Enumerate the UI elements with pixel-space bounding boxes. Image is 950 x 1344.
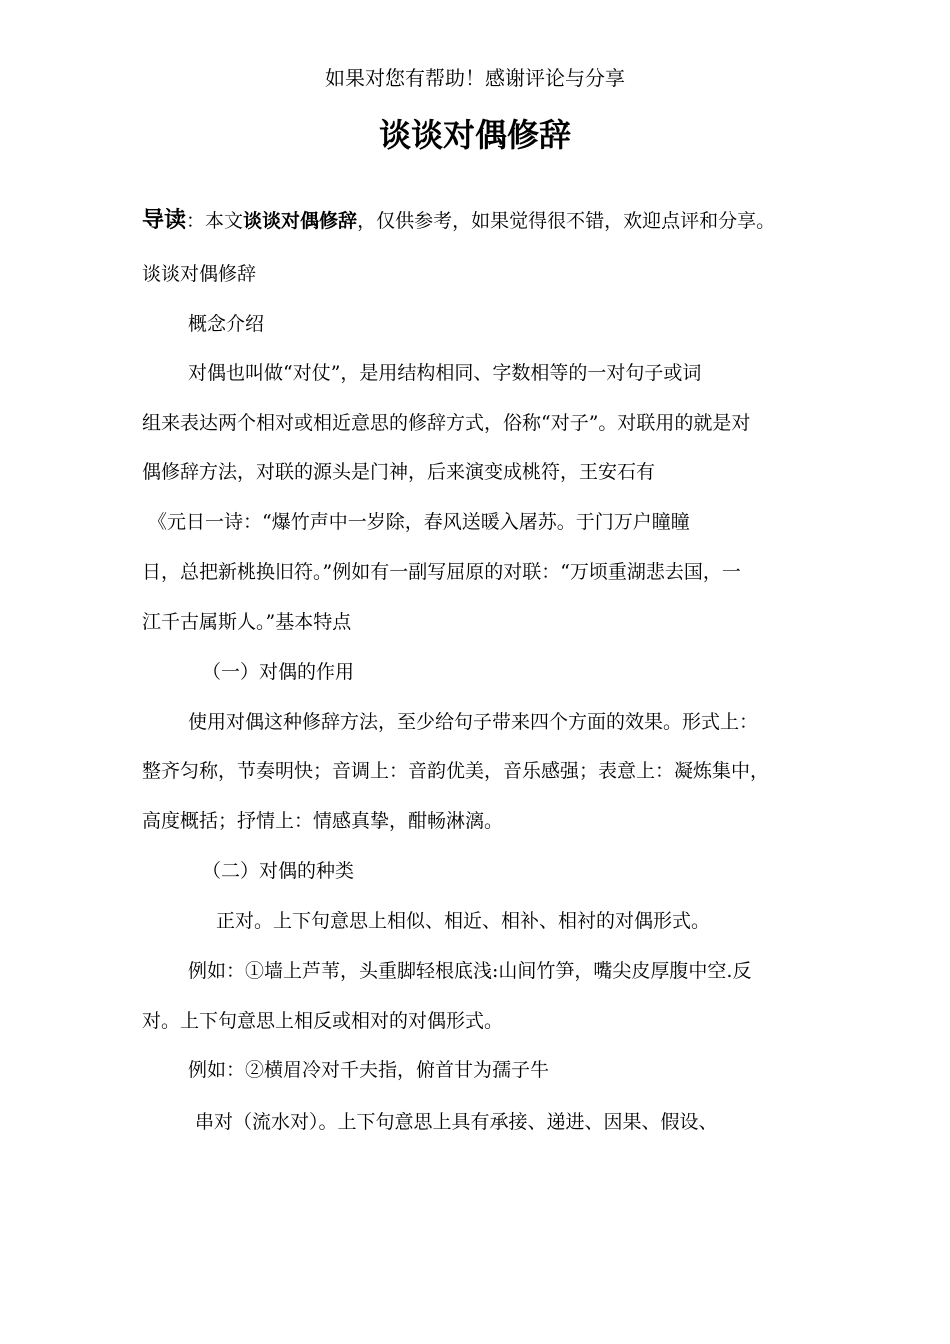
body-line-6: 日，总把新桃换旧符。”例如有一副写屈原的对联：“万顷重湖悲去国，一	[142, 561, 741, 583]
intro-pre: 本文	[205, 210, 244, 232]
body-line-9: 使用对偶这种修辞方法，至少给句子带来四个方面的效果。形式上：	[188, 711, 759, 733]
body-line-13: 正对。上下句意思上相似、相近、相补、相衬的对偶形式。	[216, 910, 711, 932]
header-note: 如果对您有帮助！感谢评论与分享	[325, 66, 625, 90]
body-line-16: 例如：②横眉冷对千夫指，俯首甘为孺子牛	[188, 1059, 550, 1081]
intro-paragraph	[142, 208, 775, 234]
body-line-4: 偶修辞方法，对联的源头是门神，后来演变成桃符，王安石有	[142, 461, 656, 483]
page-title: 谈谈对偶修辞	[378, 116, 571, 154]
body-line-14: 例如：①墙上芦苇，头重脚轻根底浅:山间竹笋，嘴尖皮厚腹中空.反	[188, 960, 752, 982]
section-heading-concept: 概念介绍	[188, 313, 265, 335]
intro-post: ，仅供参考，如果觉得很不错，欢迎点评和分享。	[357, 210, 776, 232]
body-line-15: 对。上下句意思上相反或相对的对偶形式。	[142, 1010, 504, 1032]
body-line-0: 谈谈对偶修辞	[142, 263, 257, 285]
body-line-7: 江千古属斯人。”基本特点	[142, 611, 352, 633]
body-line-2: 对偶也叫做“对仗”，是用结构相同、字数相等的一对句子或词	[188, 362, 702, 384]
intro-label: 导读	[142, 208, 187, 233]
body-line-5: 《元日一诗：“爆竹声中一岁除，春风送暖入屠苏。于门万户瞳瞳	[148, 511, 690, 533]
body-line-10: 整齐匀称，节奏明快；音调上：音韵优美，音乐感强；表意上：凝炼集中，	[142, 760, 770, 782]
body-line-11: 高度概括；抒情上：情感真挚，酣畅淋漓。	[142, 810, 504, 832]
body-line-3: 组来表达两个相对或相近意思的修辞方式，俗称“对子”。对联用的就是对	[142, 412, 751, 434]
body-line-17: 串对（流水对）。上下句意思上具有承接、递进、因果、假设、	[195, 1111, 718, 1133]
section-heading-2: （二）对偶的种类	[202, 860, 355, 882]
section-heading-1: （一）对偶的作用	[202, 661, 355, 683]
intro-colon: ：	[186, 210, 206, 232]
intro-bold-title: 谈谈对偶修辞	[243, 210, 358, 232]
